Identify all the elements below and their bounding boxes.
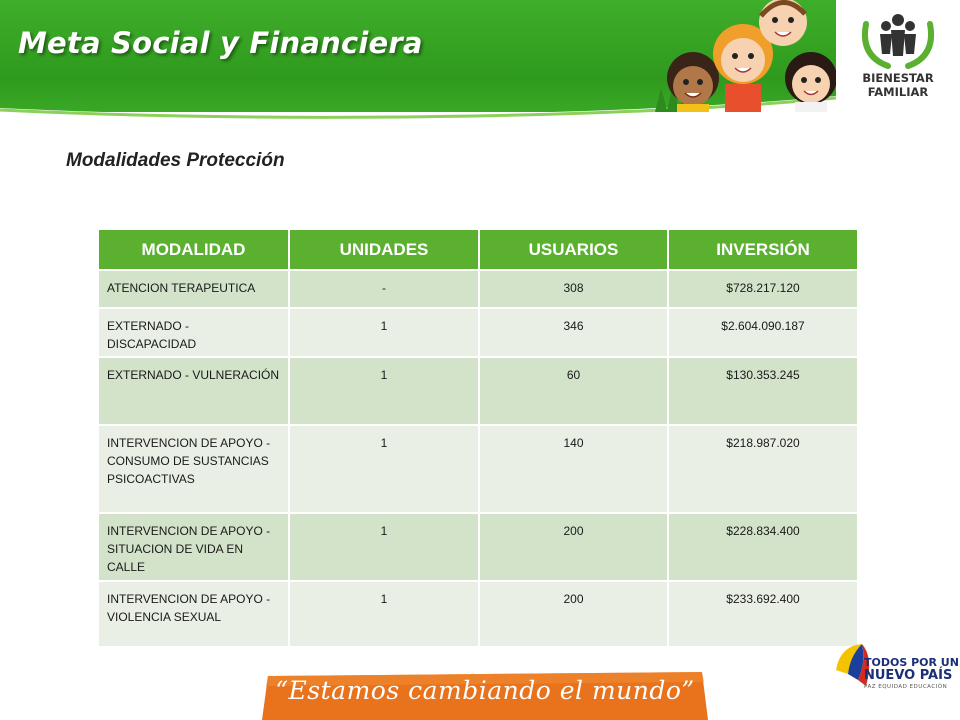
children-illustration <box>655 0 836 112</box>
cell-usuarios: 60 <box>479 357 668 425</box>
modalidades-table <box>99 230 857 648</box>
table-header-row <box>99 230 857 270</box>
cell-inversion: $2.604.090.187 <box>668 308 857 357</box>
cell-unidades: 1 <box>289 308 479 357</box>
cell-modalidad: ATENCION TERAPEUTICA <box>99 270 289 308</box>
table-row <box>99 581 857 647</box>
cell-unidades: 1 <box>289 513 479 581</box>
cell-modalidad: INTERVENCION DE APOYO - VIOLENCIA SEXUAL <box>99 581 289 647</box>
section-subtitle: Modalidades Protección <box>66 150 285 171</box>
cell-usuarios: 200 <box>479 513 668 581</box>
logo-text-line2: FAMILIAR <box>867 85 929 99</box>
column-header-unidades: UNIDADES <box>289 230 479 270</box>
cell-inversion: $728.217.120 <box>668 270 857 308</box>
gov-logo-line3: PAZ EQUIDAD EDUCACIÓN <box>864 684 948 690</box>
cell-unidades: 1 <box>289 357 479 425</box>
column-header-inversion: INVERSIÓN <box>668 230 857 270</box>
gov-logo-line1: TODOS POR UN <box>864 656 959 669</box>
table-row <box>99 270 857 308</box>
bienestar-familiar-logo <box>836 0 960 112</box>
gov-logo-line2: NUEVO PAÍS <box>864 668 953 683</box>
cell-modalidad: INTERVENCION DE APOYO - CONSUMO DE SUSTANCIAS PSICOACTIVAS <box>99 425 289 513</box>
logo-text-line1: BIENESTAR <box>862 71 934 85</box>
table-row <box>99 308 857 357</box>
cell-usuarios: 140 <box>479 425 668 513</box>
header-banner <box>0 0 960 122</box>
cell-modalidad: EXTERNADO - VULNERACIÓN <box>99 357 289 425</box>
cell-usuarios: 308 <box>479 270 668 308</box>
cell-modalidad: EXTERNADO - DISCAPACIDAD <box>99 308 289 357</box>
cell-usuarios: 346 <box>479 308 668 357</box>
cell-inversion: $130.353.245 <box>668 357 857 425</box>
cell-unidades: - <box>289 270 479 308</box>
table-row <box>99 357 857 425</box>
page-title: Meta Social y Financiera <box>18 26 423 60</box>
column-header-modalidad: MODALIDAD <box>99 230 289 270</box>
cell-usuarios: 200 <box>479 581 668 647</box>
cell-inversion: $218.987.020 <box>668 425 857 513</box>
cell-unidades: 1 <box>289 425 479 513</box>
cell-unidades: 1 <box>289 581 479 647</box>
column-header-usuarios: USUARIOS <box>479 230 668 270</box>
cell-modalidad: INTERVENCION DE APOYO - SITUACION DE VIDA EN CALLE <box>99 513 289 581</box>
table-row <box>99 425 857 513</box>
table-row <box>99 513 857 581</box>
cell-inversion: $228.834.400 <box>668 513 857 581</box>
slogan-text: “Estamos cambiando el mundo” <box>275 676 695 705</box>
cell-inversion: $233.692.400 <box>668 581 857 647</box>
family-hands-icon <box>836 8 960 70</box>
